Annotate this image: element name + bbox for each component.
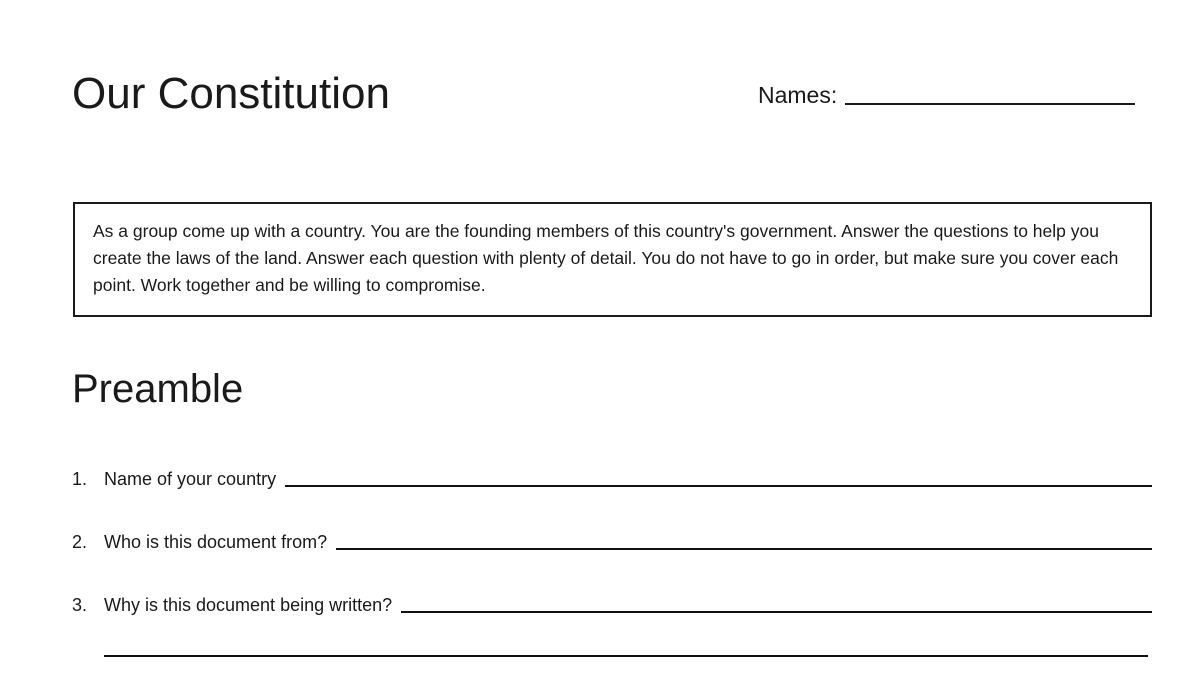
- page-title: Our Constitution: [72, 69, 390, 118]
- question-item: [72, 586, 1152, 618]
- section-heading-preamble: Preamble: [72, 367, 244, 411]
- names-label: Names:: [758, 82, 838, 108]
- question-number: 2.: [72, 532, 88, 552]
- question-number: 3.: [72, 595, 88, 615]
- answer-continuation-rule[interactable]: [104, 655, 1148, 657]
- names-field[interactable]: [758, 80, 1135, 110]
- question-item: [72, 523, 1152, 555]
- document-header: [72, 66, 1152, 136]
- question-text: Why is this document being written?: [104, 595, 393, 615]
- question-item: [72, 460, 1152, 492]
- instructions-text: As a group come up with a country. You are the founding members of this country's government. Answer the questions to help you create the laws of the land. Answer each question with plenty of detail. You do not have to go in order, but make sure you cover each point. Work together and be willing to compromise.: [93, 221, 1119, 295]
- question-text: Who is this document from?: [104, 532, 328, 552]
- names-input-rule[interactable]: [845, 103, 1135, 105]
- instructions-box: [73, 202, 1152, 317]
- question-number: 1.: [72, 469, 88, 489]
- questions-list: [72, 460, 1152, 649]
- question-text: Name of your country: [104, 469, 277, 489]
- answer-input-rule[interactable]: [336, 548, 1152, 550]
- answer-input-rule[interactable]: [401, 611, 1152, 613]
- answer-input-rule[interactable]: [285, 485, 1152, 487]
